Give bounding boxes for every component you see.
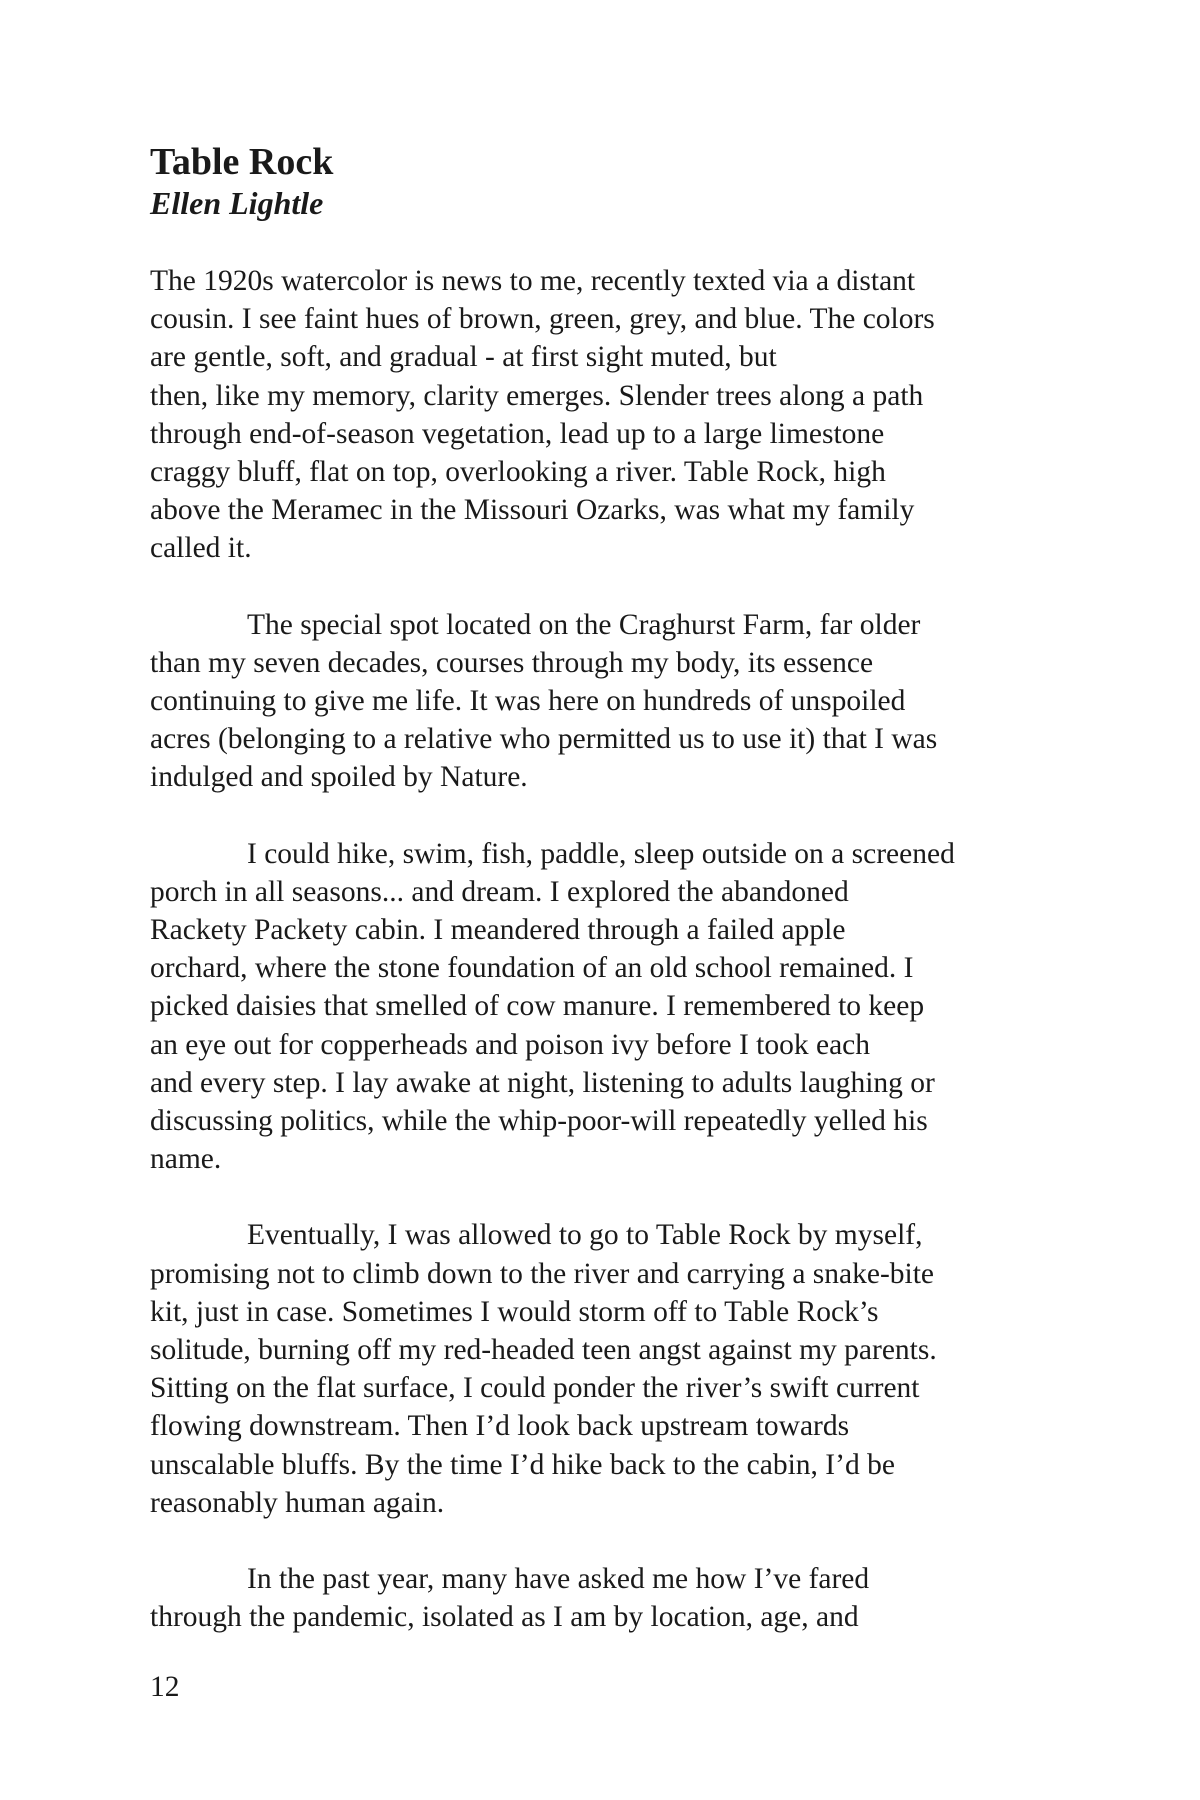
- text-line: orchard, where the stone foundation of an old school remained. I: [150, 952, 914, 985]
- body-text: [150, 262, 1150, 1675]
- text-line: through the pandemic, isolated as I am by location, age, and: [150, 1601, 859, 1634]
- text-line: discussing politics, while the whip-poor-will repeatedly yelled his: [150, 1105, 928, 1138]
- text-line: Rackety Packety cabin. I meandered through a failed apple: [150, 914, 846, 947]
- text-line: porch in all seasons... and dream. I explored the abandoned: [150, 875, 849, 908]
- text-line: than my seven decades, courses through my body, its essence: [150, 646, 874, 679]
- text-line: are gentle, soft, and gradual - at first sight muted, but: [150, 341, 777, 374]
- text-line: then, like my memory, clarity emerges. Slender trees along a path: [150, 379, 924, 412]
- text-line: Eventually, I was allowed to go to Table Rock by myself,: [247, 1219, 923, 1252]
- paragraph-2: [150, 606, 1150, 797]
- paragraph-1: [150, 262, 1150, 568]
- text-line: name.: [150, 1143, 222, 1176]
- paragraph-5: [150, 1560, 1150, 1636]
- text-line: acres (belonging to a relative who permitted us to use it) that I was: [150, 723, 938, 756]
- text-line: reasonably human again.: [150, 1486, 445, 1519]
- text-line: solitude, burning off my red-headed teen angst against my parents.: [150, 1334, 937, 1367]
- text-line: In the past year, many have asked me how I’ve fared: [247, 1563, 870, 1596]
- text-line: The 1920s watercolor is news to me, recently texted via a distant: [150, 265, 916, 297]
- page-title: Table Rock: [150, 141, 334, 183]
- text-line: above the Meramec in the Missouri Ozarks, was what my family: [150, 494, 915, 527]
- paragraph-4: [150, 1216, 1150, 1522]
- text-line: I could hike, swim, fish, paddle, sleep outside on a screened: [247, 837, 955, 870]
- text-line: kit, just in case. Sometimes I would storm off to Table Rock’s: [150, 1295, 879, 1328]
- text-line: picked daisies that smelled of cow manure. I remembered to keep: [150, 990, 925, 1023]
- page-number: 12: [150, 1671, 180, 1703]
- text-line: unscalable bluffs. By the time I’d hike back to the cabin, I’d be: [150, 1448, 895, 1481]
- text-line: through end-of-season vegetation, lead up to a large limestone: [150, 417, 885, 450]
- text-line: The special spot located on the Craghurst Farm, far older: [247, 608, 921, 641]
- author-name: Ellen Lightle: [150, 185, 324, 221]
- text-line: called it.: [150, 532, 252, 565]
- text-line: cousin. I see faint hues of brown, green, grey, and blue. The colors: [150, 303, 935, 336]
- paragraph-3: [150, 835, 1150, 1179]
- text-line: Sitting on the flat surface, I could ponder the river’s swift current: [150, 1372, 920, 1405]
- text-line: promising not to climb down to the river and carrying a snake-bite: [150, 1257, 935, 1290]
- text-line: an eye out for copperheads and poison ivy before I took each: [150, 1028, 871, 1061]
- text-line: continuing to give me life. It was here on hundreds of unspoiled: [150, 685, 906, 718]
- text-line: and every step. I lay awake at night, listening to adults laughing or: [150, 1066, 935, 1099]
- text-line: indulged and spoiled by Nature.: [150, 761, 528, 794]
- text-line: flowing downstream. Then I’d look back upstream towards: [150, 1410, 850, 1443]
- text-line: craggy bluff, flat on top, overlooking a river. Table Rock, high: [150, 456, 886, 489]
